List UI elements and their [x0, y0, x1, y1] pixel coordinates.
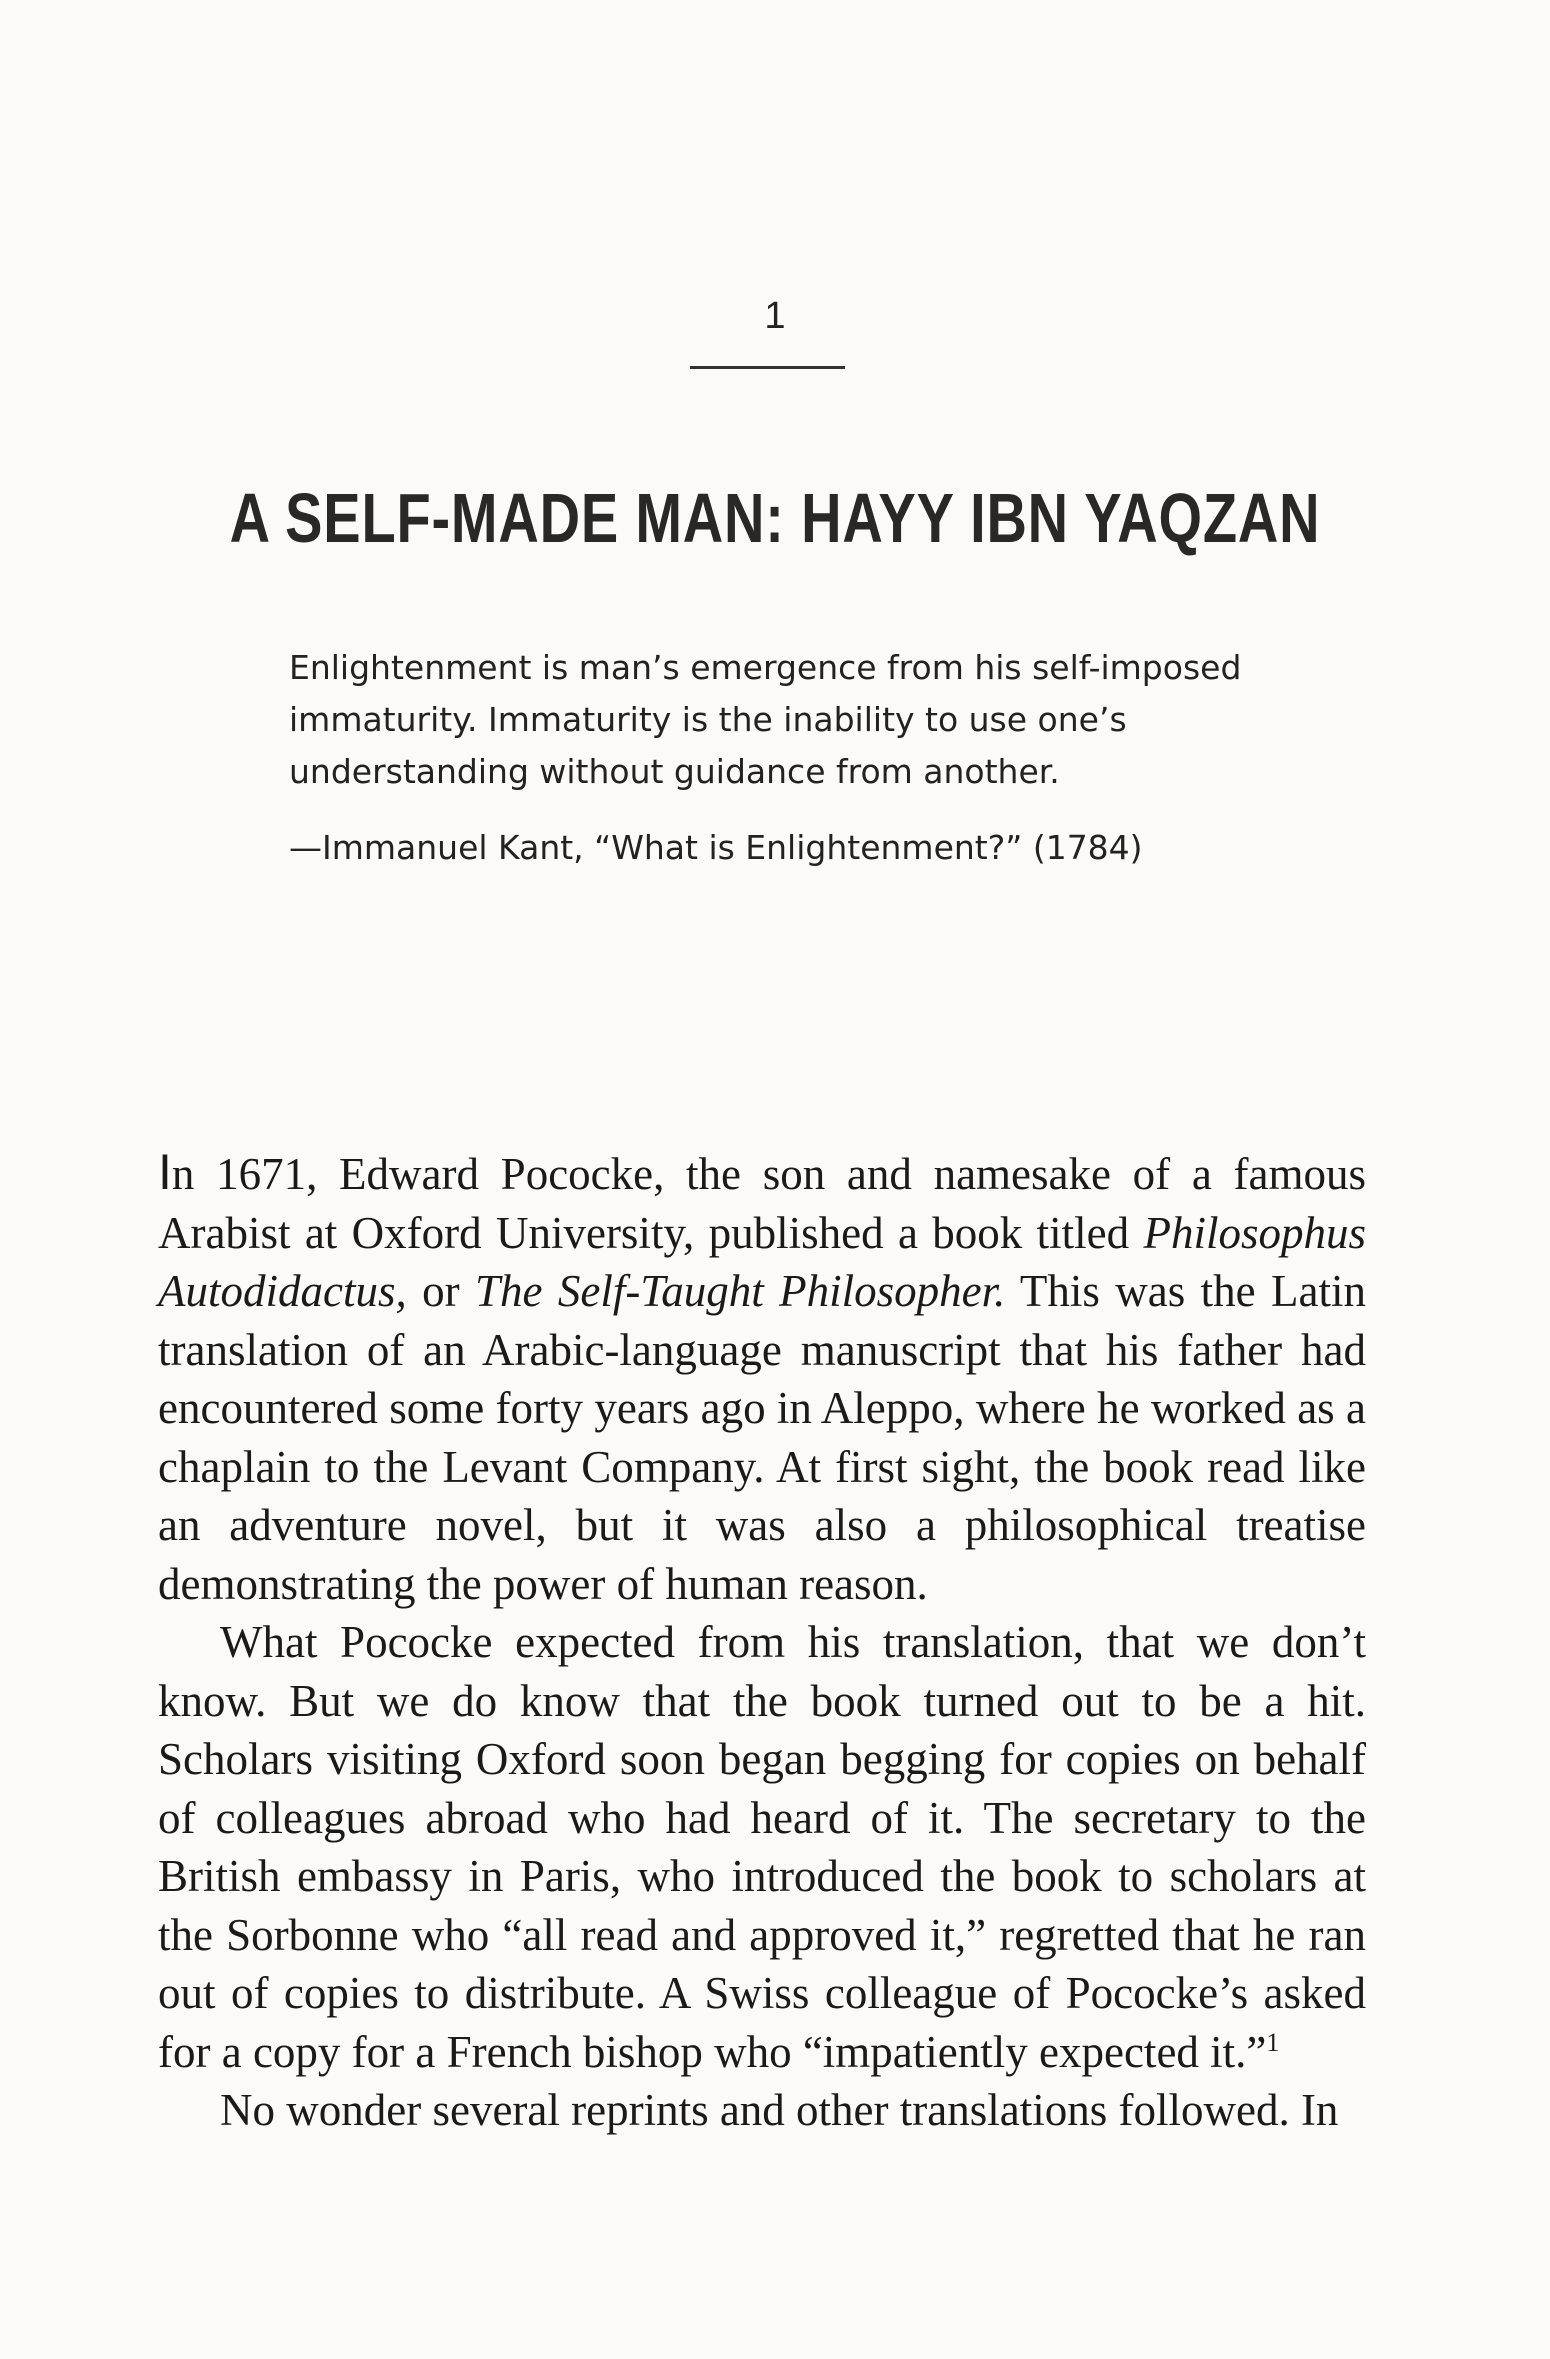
- epigraph: [289, 642, 1249, 874]
- footnote-marker[interactable]: 1: [1266, 2027, 1280, 2057]
- paragraph-1-text-2: or: [406, 1266, 475, 1316]
- chapter-title: A SELF-MADE MAN: HAYY IBN YAQZAN: [229, 479, 1321, 557]
- chapter-number-rule: [690, 366, 845, 369]
- paragraph-3-text: No wonder several reprints and other translations followed. In: [220, 2085, 1339, 2135]
- paragraph-2-text: What Pococke expected from his translation, that we don’t know. But we do know that the book turned out to be a hit. Scholars visiting Oxford soon began begging for copies on behalf of colleagues abroad who had heard of it. The secretary to the British embassy in Paris, who introduced the book to scholars at the Sorbonne who “all read and approved it,” regretted that he ran out of copies to distribute. A Swiss colleague of Pococke’s asked for a copy for a French bishop who “impatiently expected it.”: [158, 1617, 1366, 2077]
- paragraph-1-text-3: This was the Latin translation of an Arabic-language manuscript that his father had encountered some forty years ago in Aleppo, where he worked as a chaplain to the Levant Company. At first sight, the book read like an adventure novel, but it was also a philosophical treatise demonstrating the power of human reason.: [158, 1266, 1366, 1609]
- epigraph-quote: Enlightenment is man’s emergence from his self-imposed immaturity. Immaturity is the inability to use one’s understanding without guidance from another.: [289, 648, 1242, 791]
- body-text: [158, 1143, 1366, 2140]
- paragraph-3: [158, 2081, 1366, 2140]
- chapter-number: 1: [764, 295, 786, 337]
- paragraph-1-text-1: n 1671, Edward Pococke, the son and namesake of a famous Arabist at Oxford University, published a book titled: [158, 1149, 1366, 1258]
- paragraph-1: [158, 1143, 1366, 1613]
- book-title-latin: Philosophus Autodidactus,: [158, 1207, 1366, 1316]
- book-title-english: The Self-Taught Philosopher.: [474, 1266, 1006, 1316]
- initial-letter: I: [158, 1144, 172, 1200]
- epigraph-attribution: —Immanuel Kant, “What is Enlightenment?” (1784): [289, 828, 1143, 867]
- paragraph-2: [158, 1613, 1366, 2081]
